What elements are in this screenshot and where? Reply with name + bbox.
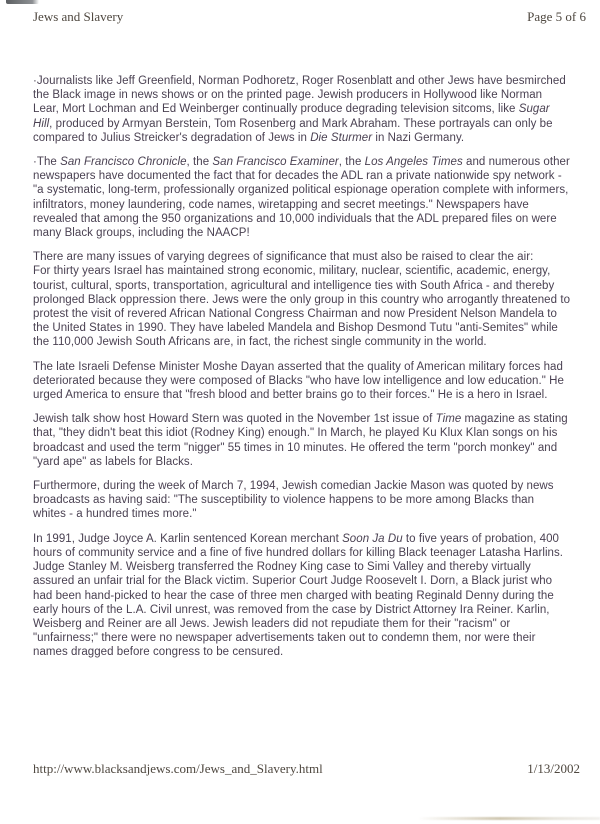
page-number-label: Page 5 of 6 <box>527 9 586 24</box>
document-body <box>33 74 570 670</box>
paragraph: Furthermore, during the week of March 7, 1994, Jewish comedian Jackie Mason was quoted by news broadcasts as having said: "The susceptibility to violence happens to be more among Blacks than whites - a hundred times more." <box>33 480 554 521</box>
paragraph: There are many issues of varying degrees of significance that must also be raised to clear the air: For thirty years Israel has maintained strong economic, military, nuclear, scientific, academic, energy, tourist, cultural, sports, transportation, agricultural and intelligence ties with South Africa - and thereby prolonged Black oppression there. Jews were the only group in this country who arrogantly threatened to protest the visit of revered African National Congress Chairman and now President Nelson Mandela to the United States in 1990. They have labeled Mandela and Bishop Desmond Tutu "anti-Semites" while the 110,000 Jewish South Africans are, in fact, the richest single community in the world. <box>33 251 571 349</box>
paragraph: The late Israeli Defense Minister Moshe Dayan asserted that the quality of American military forces had deteriorated because they were composed of Blacks "who have low intelligence and low education." He urged America to ensure that "fresh blood and better brains go to their forces." He is a hero in Israel. <box>33 360 564 402</box>
page-footer <box>33 761 580 777</box>
paragraph: In 1991, Judge Joyce A. Karlin sentenced Korean merchant Soon Ja Du to five years of probation, 400 hours of community service and a fine of five hundred dollars for killing Black teenager Latasha Harlins. Judge Stanley M. Weisberg transferred the Rodney King case to Simi Valley and thereby virtually assured an unfair trial for the Black victim. Superior Court Judge Roosevelt I. Dorn, a Black jurist who had been hand-picked to hear the case of three men charged with beating Reginald Denny during the early hours of the L.A. Civil unrest, was removed from the case by District Attorney Ira Reiner. Karlin, Weisberg and Reiner are all Jews. Jewish leaders did not repudiate them for their "racism" or "unfairness;" there were no newspaper advertisements taken out to condemn them, nor were their names dragged before congress to be censured. <box>33 532 564 659</box>
paragraph: ·Journalists like Jeff Greenfield, Norman Podhoretz, Roger Rosenblatt and other Jews have besmirched the Black image in news shows or on the printed page. Jewish producers in Hollywood like Norman Lear, Mort Lochman and Ed Weinberger continually produce degrading television sitcoms, like Sugar Hill, produced by Armyan Berstein, Tom Rosenberg and Mark Abraham. These portrayals can only be compared to Julius Streicker's degradation of Jews in Die Sturmer in Nazi Germany. <box>33 75 566 144</box>
page-header <box>33 9 586 25</box>
scan-artifact-top-left <box>6 0 39 4</box>
document-title: Jews and Slavery <box>33 9 124 24</box>
scan-artifact-bottom-right <box>418 817 600 820</box>
source-url: http://www.blacksandjews.com/Jews_and_Slavery.html <box>33 761 323 776</box>
paragraph: ·The San Francisco Chronicle, the San Francisco Examiner, the Los Angeles Times and numerous other newspapers have documented the fact that for decades the ADL ran a private nationwide spy network - "a systematic, long-term, professionally organized political espionage operation complete with informers, infiltrators, money laundering, code names, wiretapping and secret meetings." Newspapers have revealed that among the 950 organizations and 10,000 individuals that the ADL prepared files on were many Black groups, including the NAACP! <box>33 156 570 240</box>
paragraph: Jewish talk show host Howard Stern was quoted in the November 1st issue of Time magazine as stating that, "they didn't beat this idiot (Rodney King) enough." In March, he played Ku Klux Klan songs on his broadcast and used the term "nigger" 55 times in 10 minutes. He offered the term "porch monkey" and "yard ape" as labels for Blacks. <box>33 413 568 468</box>
print-date: 1/13/2002 <box>527 761 580 776</box>
